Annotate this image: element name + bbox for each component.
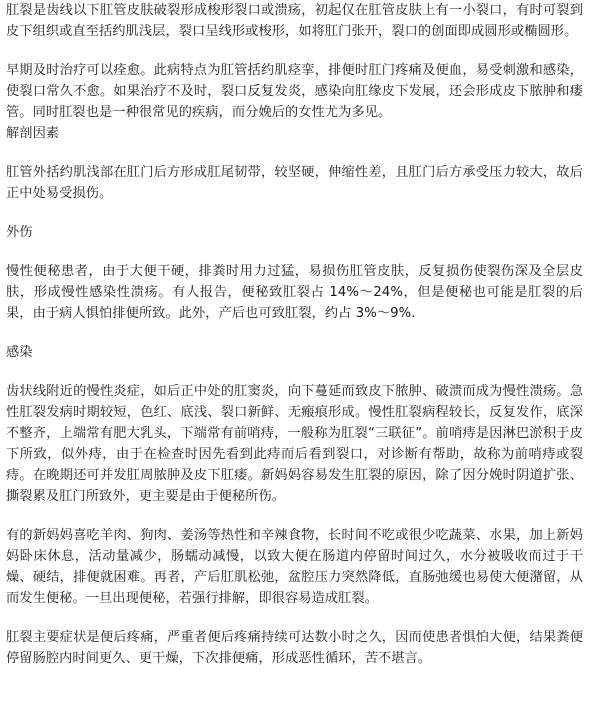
paragraph-treatment: 早期及时治疗可以痊愈。此病特点为肛管括约肌痉挛，排便时肛门疼痛及便血，易受刺激和感染，使裂口常久不愈。如果治疗不及时，裂口反复发炎，感染向肛缘皮下发展，还会形成皮下脓肿和瘘管。同时肛裂也是一种很常见的疾病，而分娩后的女性尤为多见。 bbox=[6, 63, 583, 120]
heading-anatomical-factors: 解剖因素 bbox=[6, 126, 60, 141]
paragraph-diet-causes: 有的新妈妈喜吃羊肉、狗肉、姜汤等热性和辛辣食物，长时间不吃或很少吃蔬菜、水果，加上新妈妈卧床休息，活动量减少，肠蠕动减慢，以致大便在肠道内停留时间过久，水分被吸收而过于干燥、硬结，排便就困难。再者，产后肛肌松弛，盆腔压力突然降低，直肠弛缓也易使大便潴留，从而发生便秘。一旦出现便秘，若强行排解，即很容易造成肛裂。 bbox=[6, 528, 583, 606]
paragraph-infection: 齿状线附近的慢性炎症，如后正中处的肛窦炎，向下蔓延而致皮下脓肿、破溃而成为慢性溃疡。急性肛裂发病时期较短，色红、底浅、裂口新鲜、无瘢痕形成。慢性肛裂病程较长，反复发作，底深不整齐，上端常有肥大乳头，下端常有前哨痔，一般称为肛裂“三联征”。前哨痔是因淋巴淤积于皮下所致，似外痔，由于在检查时因先看到此痔而后看到裂口，对诊断有帮助，故称为前哨痔或裂痔。在晚期还可并发肛周脓肿及皮下肛瘘。新妈妈容易发生肛裂的原因，除了因分娩时阴道扩张、撕裂累及肛门所致外，更主要是由于便秘所伤。 bbox=[6, 384, 583, 504]
paragraph-symptoms: 肛裂主要症状是便后疼痛，严重者便后疼痛持续可达数小时之久，因而使患者惧怕大便，结果粪便停留肠腔内时间更久、更干燥，下次排便痛，形成恶性循环，苦不堪言。 bbox=[6, 630, 583, 666]
paragraph-anatomy: 肛管外括约肌浅部在肛门后方形成肛尾韧带，较坚硬，伸缩性差，且肛门后方承受压力较大，故后正中处易受损伤。 bbox=[6, 165, 583, 201]
heading-infection: 感染 bbox=[6, 345, 33, 360]
paragraph-trauma: 慢性便秘患者，由于大便干硬，排粪时用力过猛，易损伤肛管皮肤，反复损伤使裂伤深及全层皮肤，形成慢性感染性溃疡。有人报告，便秘致肛裂占 14%～24%，但是便秘也可能是肛裂的后果，由于病人惧怕排便所致。此外，产后也可致肛裂，约占 3%～9%. bbox=[6, 264, 583, 321]
paragraph-definition: 肛裂是齿线以下肛管皮肤破裂形成梭形裂口或溃疡，初起仅在肛管皮肤上有一小裂口，有时可裂到皮下组织或直至括约肌浅层，裂口呈线形或梭形，如将肛门张开，裂口的创面即成圆形或椭圆形。 bbox=[6, 3, 583, 39]
heading-trauma: 外伤 bbox=[6, 225, 33, 240]
